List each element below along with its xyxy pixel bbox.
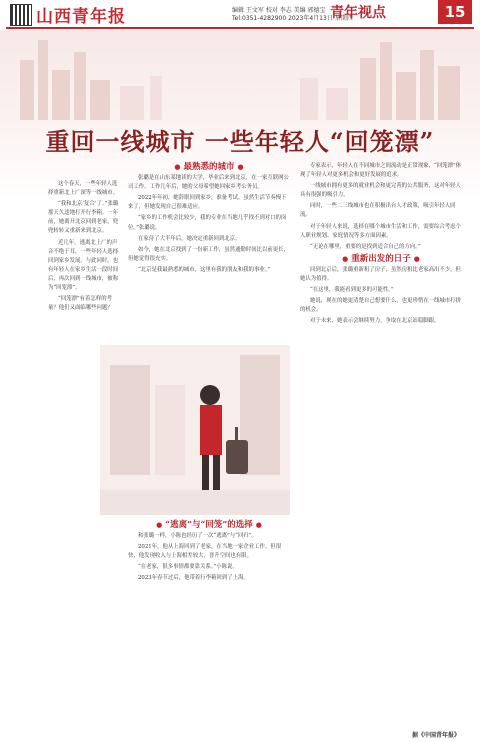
intro-paragraph: 近几年，逃离北上广的声音不绝于耳，一些年轻人选择回到家乡发展。与此同时，也有年轻人在家乡生活一段时间后，再次回到一线城市，被称为“回笼漂”。	[48, 239, 119, 292]
intro-paragraph: “我和北京‘复合’了。”张璐那天久违地打开行李箱。一年前，她离开北京回到老家，兜兜转转又重新来到北京。	[48, 201, 119, 235]
body-paragraph: 2021年，他从上海回到了老家，在当地一家企业工作。但很快，他发现收入与上海相差较大，晋升空间也有限。	[128, 544, 282, 560]
body-paragraph: 她说，现在的她更清楚自己想要什么，也更珍惜在一线城市打拼的机会。	[300, 298, 461, 314]
source-note: 据《中国青年报》	[411, 732, 460, 739]
page-footer	[0, 730, 480, 742]
body-paragraph: 如今，她在北京找到了一份新工作，虽然通勤时间比以前更长，但她觉得很充实。	[128, 246, 289, 262]
article-intro	[48, 180, 120, 315]
article-column-middle-lower	[128, 520, 290, 586]
body-paragraph: 对于年轻人来说，选择在哪个城市生活和工作，需要综合考虑个人职业规划、家庭情况等多方面因素。	[300, 223, 461, 239]
bullet-icon: ●	[342, 253, 349, 263]
subhead	[128, 162, 290, 172]
body-paragraph: 同时，一些二三线城市也在积极出台人才政策，吸引年轻人回流。	[300, 203, 456, 219]
editor-credits: 编辑 王文军 校对 李志 美编 郭德宝	[232, 7, 326, 14]
intro-paragraph: “回笼漂”有着怎样的考量？他们又面临哪些问题？	[48, 296, 113, 312]
body-paragraph: 和张璐一样，小陈也经历了一次“逃离”与“回归”。	[138, 533, 257, 540]
bullet-icon: ●	[255, 520, 262, 529]
article-column-right	[300, 162, 462, 329]
body-paragraph: 回到北京后，张璐重新租了房子，虽然房租比老家高出不少，但她认为值得。	[300, 266, 461, 283]
qr-code-icon	[10, 4, 32, 26]
body-paragraph: “在老家，很多事情都要靠关系。”小陈说。	[138, 564, 238, 571]
issue-date: Tel:0351-4282900 2023年4月13日 星期四	[232, 15, 353, 22]
body-paragraph: 对于未来，她表示会继续努力，争取在北京站稳脚跟。	[310, 318, 440, 325]
bullet-icon: ●	[413, 253, 420, 263]
body-paragraph: 2023年春节过后，他带着行李箱回到了上海。	[138, 575, 249, 582]
header-rule	[6, 27, 474, 29]
subhead	[300, 254, 462, 264]
article-headline: 重回一线城市 一些年轻人“回笼漂”	[45, 127, 435, 156]
body-paragraph: “无论在哪里，重要的是找到适合自己的方向。”	[310, 243, 421, 250]
woman-with-luggage-illustration	[100, 345, 290, 515]
bullet-icon: ●	[237, 162, 244, 171]
newspaper-logo: 山西青年报	[36, 7, 126, 27]
body-paragraph: “北京是我最熟悉的城市，这里有我的朋友和我的事业。”	[138, 266, 271, 273]
body-paragraph: 专家表示，年轻人在不同城市之间流动是正常现象，“回笼漂”体现了年轻人对更多机会和更好发展的追求。	[300, 163, 462, 179]
page-number: 15	[438, 0, 472, 24]
body-paragraph: 一线城市拥有更多的就业机会和更完善的公共服务，这对年轻人具有很强的吸引力。	[300, 183, 461, 199]
subhead-text: “逃离”与“回笼”的选择	[165, 520, 253, 530]
body-paragraph: “家乡的工作机会比较少，我的专业在当地几乎找不到对口的岗位。”张璐说。	[128, 215, 287, 231]
bullet-icon: ●	[156, 520, 163, 529]
body-paragraph: 张璐是在山东某地读的大学，毕业后来到北京，在一家互联网公司工作。工作几年后，她的父母希望她回家乡考公务员。	[128, 175, 289, 191]
intro-paragraph: 这个春天，一些年轻人选择重新北上广深等一线城市。	[48, 181, 119, 197]
body-paragraph: 2022年年初，她辞职回到家乡，准备考试。虽然生活节奏慢下来了，但她发现自己很难适应。	[128, 195, 287, 211]
section-title: 青年视点	[330, 5, 386, 21]
body-paragraph: 在家待了大半年后，她决定重新回到北京。	[138, 235, 241, 242]
subhead	[128, 520, 290, 530]
body-paragraph: “在这里，我能看到更多的可能性。”	[310, 287, 394, 294]
article-column-middle	[128, 162, 290, 277]
subhead-text: 最熟悉的城市	[183, 162, 235, 172]
bullet-icon: ●	[174, 162, 181, 171]
subhead-text: 重新出发的日子	[351, 253, 411, 264]
